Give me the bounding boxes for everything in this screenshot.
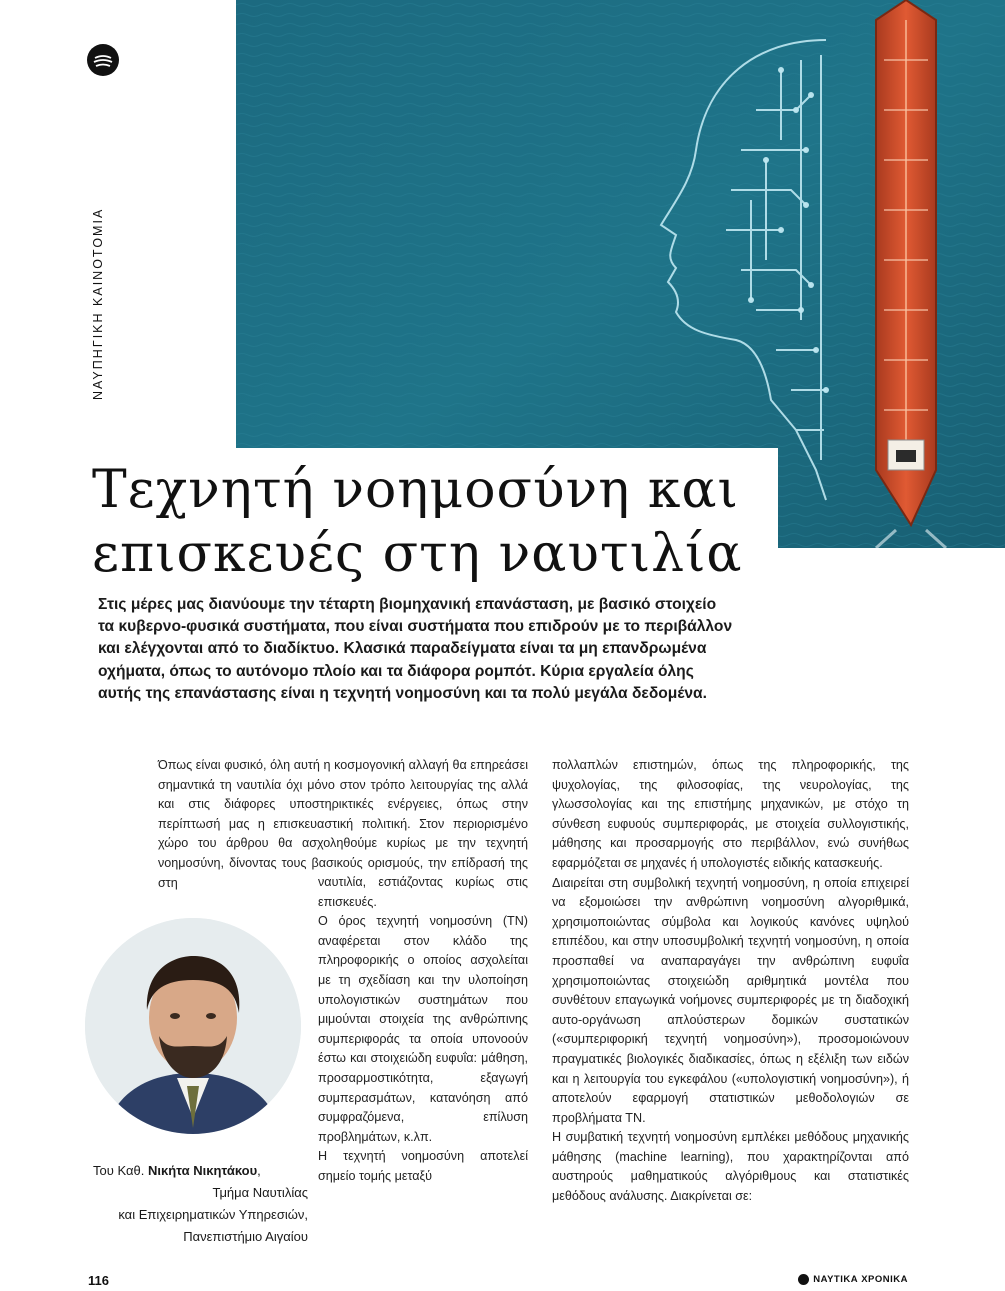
paragraph: Διαιρείται στη συμβολική τεχνητή νοημοσύνη, η οποία επιχειρεί να εξομοιώσει την ανθρώπινη νοημοσύνη αλγοριθμικά, χρησιμοποιώντας σύμβολα και λογικούς κανόνες υψηλού επιπέδου, και στην υποσυμβολική τεχνητή νοημοσύνη, η οποία προσπαθεί να αναπαραγάγει την ανθρώπινη ευφυΐα χρησιμοποιώντας στοιχειώδη αριθμητικά μοντέλα που συνθέτουν επαγωγικά νοήμονες συμπεριφορές με τη διαδοχική αυτο-οργάνωση απλούστερων δομικών συστατικών («συμπεριφορική τεχνητή νοημοσύνη»), προσομοιώνουν πραγματικές βιολογικές διαδικασίες, όπως η εξέλιξη των ειδών και η λειτουργία του εγκεφάλου («υπολογιστική νοημοσύνη»), ή αποτελούν εφαρμογή στατιστικών μεθοδολογιών σε προβλήματα ΤΝ. <box>552 875 909 1125</box>
paragraph: Όπως είναι φυσικό, όλη αυτή η κοσμογονική αλλαγή θα επηρεάσει σημαντικά τη ναυτιλία όχι μόνο στον τρόπο λειτουργίας της αλλά και στις διάφορες υποστηρικτικές ενέργειες, όπως στην περίπτωσή μας η επισκευαστική πολιτική. Στον περιορισμένο χώρο του άρθρου θα ασχοληθούμε κυρίως με την τεχνητή νοημοσύνη, δίνοντας τους βασικούς ορισμούς, την επίδρασή της στη <box>158 758 528 890</box>
author-department: Τμήμα Ναυτιλίας <box>212 1185 308 1200</box>
author-prefix: Του Καθ. <box>93 1163 145 1178</box>
tanker-ship <box>876 0 936 525</box>
author-name-line: Του Καθ. Νικήτα Νικητάκου, <box>93 1163 261 1178</box>
body-column-1-bottom <box>318 873 528 1187</box>
publication-mark-icon <box>798 1274 809 1285</box>
paragraph: πολλαπλών επιστημών, όπως της πληροφορικής, της ψυχολογίας, της φιλοσοφίας, της νευρολογίας, της γλωσσολογίας και της επιστήμης μηχανικών, με στόχο τη σύνθεση ευφυούς συμπεριφοράς, με στοιχεία συλλογιστικής, μάθησης και προσαρμογής στο περιβάλλον, ενώ συνήθως εφαρμόζεται σε μηχανές ή υπολογιστές ειδικής κατασκευής. <box>552 758 909 870</box>
publication-name: ΝΑΥΤΙΚΑ ΧΡΟΝΙΚΑ <box>813 1274 908 1285</box>
body-column-2 <box>552 756 909 1207</box>
publication-footer <box>798 1274 908 1285</box>
article-title <box>92 458 782 586</box>
paragraph: Η συμβατική τεχνητή νοημοσύνη εμπλέκει μεθόδους μηχανικής μάθησης (machine learning), που χαρακτηρίζονται από αυστηρούς μαθηματικούς αλγόριθμους και στατιστικές μεθόδους ανάλυσης. Διακρίνεται σε: <box>552 1130 909 1204</box>
paragraph: Ο όρος τεχνητή νοημοσύνη (ΤΝ) αναφέρεται στον κλάδο της πληροφορικής ο οποίος ασχολείται με τη σχεδίαση και την υλοποίηση υπολογιστικών συστημάτων που μιμούνται στοιχεία της ανθρώπινης συμπεριφοράς τα οποία υπονοούν έστω και στοιχειώδη ευφυΐα: μάθηση, προσαρμοστικότητα, εξαγωγή συμπερασμάτων, κατανόηση από συμφραζόμενα, επίλυση προβλημάτων, κ.λπ. <box>318 914 528 1144</box>
author-name: Νικήτα Νικητάκου <box>147 1163 258 1178</box>
title-line-2: επισκευές στη ναυτιλία <box>92 524 743 584</box>
publication-logo-icon <box>87 44 119 76</box>
author-portrait <box>85 918 301 1134</box>
title-line-1: Τεχνητή νοημοσύνη και <box>92 460 739 520</box>
paragraph: Η τεχνητή νοημοσύνη αποτελεί σημείο τομής μεταξύ <box>318 1149 528 1183</box>
section-label: ΝΑΥΠΗΓΙΚΗ ΚΑΙΝΟΤΟΜΙΑ <box>91 207 105 400</box>
author-department-2: και Επιχειρηματικών Υπηρεσιών, <box>118 1207 308 1222</box>
author-university: Πανεπιστήμιο Αιγαίου <box>183 1229 308 1244</box>
author-credit <box>93 1160 308 1248</box>
paragraph: ναυτιλία, εστιάζοντας κυρίως στις επισκευές. <box>318 875 528 909</box>
lead-paragraph: Στις μέρες μας διανύουμε την τέταρτη βιομηχανική επανάσταση, με βασικό στοιχείο τα κυβερνο-φυσικά συστήματα, που είναι συστήματα που επιδρούν με το περιβάλλον και ελέγχονται από το διαδίκτυο. Κλασικά παραδείγματα είναι τα μη επανδρωμένα οχήματα, όπως το αυτόνομο πλοίο και τα διάφορα ρομπότ. Κύρια εργαλεία όλης αυτής της επανάστασης είναι η τεχνητή νοημοσύνη και τα πολύ μεγάλα δεδομένα. <box>98 596 733 702</box>
page-number: 116 <box>88 1273 109 1288</box>
